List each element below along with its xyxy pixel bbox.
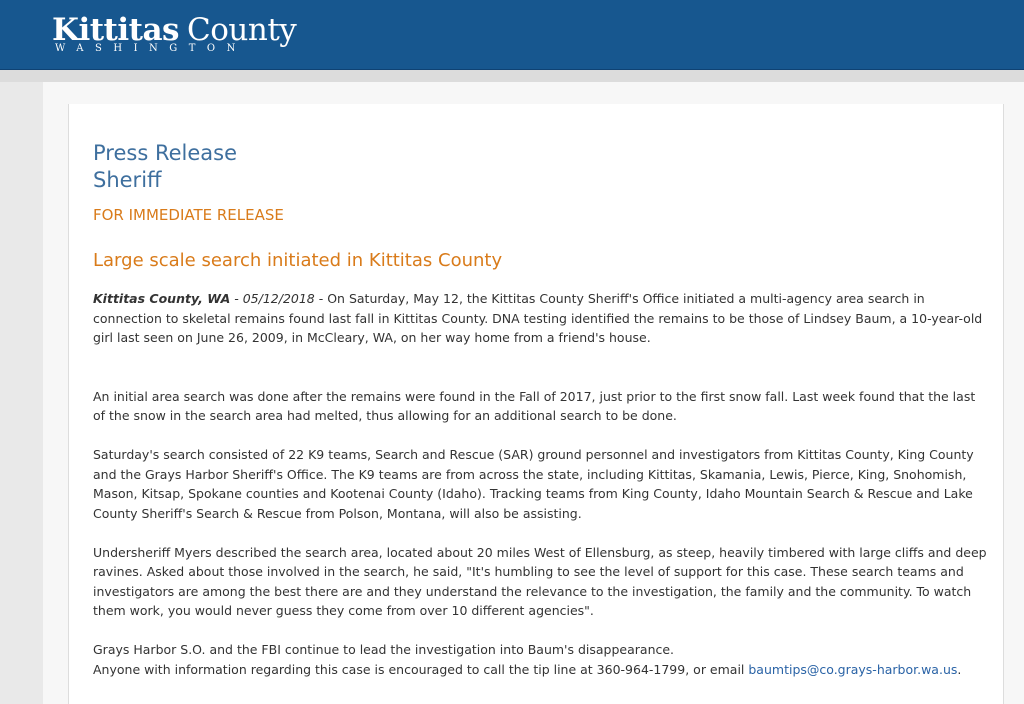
- header-subbar: [0, 70, 1024, 82]
- paragraph-4: Undersheriff Myers described the search area, located about 20 miles West of Ellensburg, as steep, heavily timbered with large cliffs and deep ravines. Asked about those involved in the search, he said, "It's humbling to see the level of support for this case. These search teams and investigators are among the best there are and they understand the relevance to the investigation, the family and the community. To watch them work, you would never guess they come from over 10 different agencies".: [93, 544, 987, 618]
- site-header: [0, 0, 1024, 70]
- paragraph-1: [93, 289, 988, 348]
- paragraph-2: An initial area search was done after the remains were found in the Fall of 2017, just prior to the first snow fall. Last week found that the last of the snow in the search area had melted, thus allowing for an additional search to be done.: [93, 388, 976, 423]
- dateline-date: 05/12/2018: [242, 291, 315, 306]
- article-headline: Large scale search initiated in Kittitas County: [93, 250, 503, 271]
- paragraph-5-line1: Grays Harbor S.O. and the FBI continue to lead the investigation into Baum's disappearance.: [93, 642, 675, 657]
- site-logo[interactable]: [52, 14, 296, 54]
- logo-county-text: County: [187, 12, 297, 48]
- paragraph-5-end: .: [957, 661, 962, 677]
- page-title-line2: Sheriff: [93, 168, 162, 192]
- paragraph-1-text: - On Saturday, May 12, the Kittitas County Sheriff's Office initiated a multi-agency area search in connection to skeletal remains found last fall in Kittitas County. DNA testing identified the remains to be those of Lindsey Baum, a 10-year-old girl last seen on June 26, 2009, in McCleary, WA, on her way home from a friend's house.: [93, 291, 983, 345]
- article-body: [93, 289, 988, 679]
- release-label: FOR IMMEDIATE RELEASE: [93, 206, 284, 224]
- paragraph-3: Saturday's search consisted of 22 K9 teams, Search and Rescue (SAR) ground personnel and investigators from Kittitas County, King County and the Grays Harbor Sheriff's Office. The K9 teams are from across the state, including Kittitas, Skamania, Lewis, Pierce, King, Snohomish, Mason, Kitsap, Spokane counties and Kootenai County (Idaho). Tracking teams from King County, Idaho Mountain Search & Rescue and Lake County Sheriff's Search & Rescue from Polson, Montana, will also be assisting.: [93, 447, 974, 521]
- logo-wordmark: [52, 14, 296, 46]
- page-title-line1: Press Release: [93, 141, 237, 165]
- email-link[interactable]: baumtips@co.grays-harbor.wa.us: [748, 661, 958, 677]
- logo-state-text: WASHINGTON: [55, 43, 247, 54]
- dateline-separator: -: [230, 291, 243, 306]
- dateline-location: Kittitas County, WA: [93, 291, 231, 306]
- paragraph-5: [93, 640, 988, 679]
- paragraph-5-line2: Anyone with information regarding this case is encouraged to call the tip line at 360-964-1799, or email: [93, 661, 749, 677]
- logo-name-text: Kittitas: [52, 12, 179, 48]
- page-title: [93, 140, 237, 194]
